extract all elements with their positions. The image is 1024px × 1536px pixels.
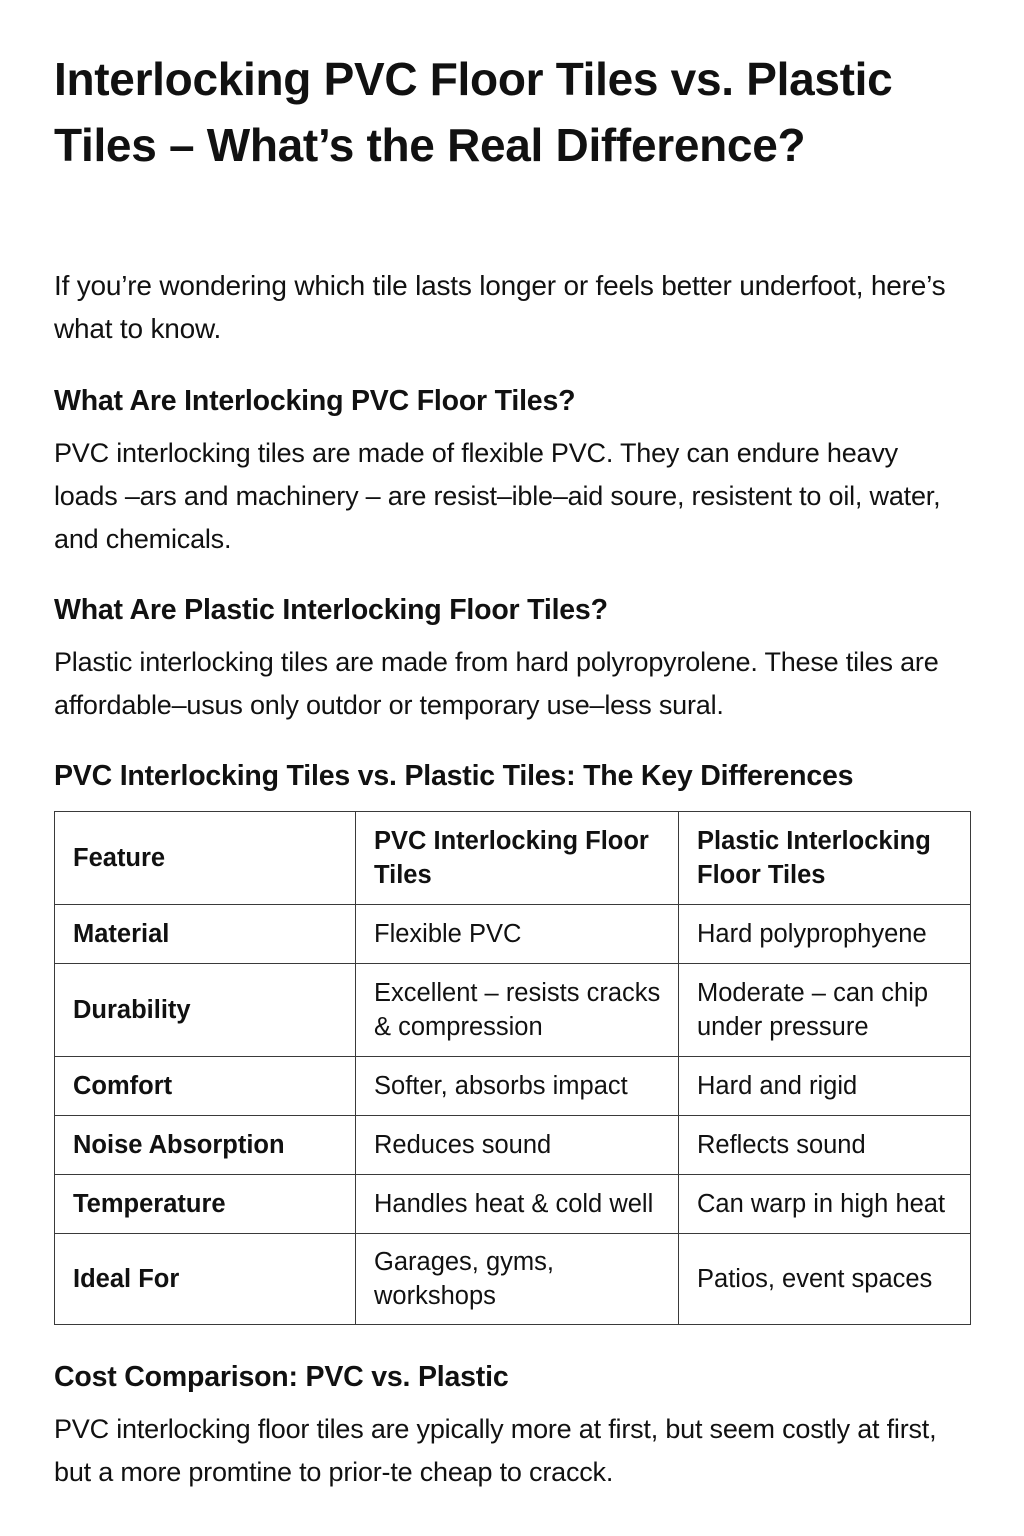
table-header-cell: Plastic Interlocking Floor Tiles <box>679 812 971 905</box>
plastic-cell: Hard and rigid <box>679 1057 971 1116</box>
table-row <box>55 1175 971 1234</box>
feature-cell: Durability <box>55 964 356 1057</box>
plastic-cell: Reflects sound <box>679 1116 971 1175</box>
pvc-cell: Reduces sound <box>356 1116 679 1175</box>
pvc-cell: Handles heat & cold well <box>356 1175 679 1234</box>
pvc-cell: Excellent – resists cracks & compression <box>356 964 679 1057</box>
intro-paragraph: If you’re wondering which tile lasts longer or feels better underfoot, here’s what to know. <box>54 270 946 344</box>
feature-cell: Noise Absorption <box>55 1116 356 1175</box>
pvc-cell: Softer, absorbs impact <box>356 1057 679 1116</box>
table-header-row <box>55 812 971 905</box>
table-row <box>55 1116 971 1175</box>
feature-cell: Temperature <box>55 1175 356 1234</box>
section-heading-plastic: What Are Plastic Interlocking Floor Tiles? <box>54 594 608 626</box>
section-heading-differences: PVC Interlocking Tiles vs. Plastic Tiles: The Key Differences <box>54 760 854 792</box>
section-body-plastic: Plastic interlocking tiles are made from hard polyropyrolene. These tiles are affordable–usus only outdor or temporary use–less sural. <box>54 647 939 720</box>
table-row <box>55 964 971 1057</box>
plastic-cell: Patios, event spaces <box>679 1234 971 1325</box>
pvc-cell: Flexible PVC <box>356 905 679 964</box>
table-row <box>55 1057 971 1116</box>
page-title: Interlocking PVC Floor Tiles vs. Plastic Tiles – What’s the Real Difference? <box>54 53 893 171</box>
comparison-table <box>54 811 971 1325</box>
feature-cell: Material <box>55 905 356 964</box>
table-header-cell: Feature <box>55 812 356 905</box>
section-heading-pvc: What Are Interlocking PVC Floor Tiles? <box>54 385 576 417</box>
feature-cell: Ideal For <box>55 1234 356 1325</box>
table-header-cell: PVC Interlocking Floor Tiles <box>356 812 679 905</box>
section-body-cost: PVC interlocking floor tiles are ypically more at first, but seem costly at first, but a more promtine to prior-te cheap to cracck. <box>54 1414 937 1487</box>
plastic-cell: Moderate – can chip under pressure <box>679 964 971 1057</box>
section-body-pvc: PVC interlocking tiles are made of flexible PVC. They can endure heavy loads –ars and machinery – are resist–ible–aid soure, resistent to oil, water, and chemicals. <box>54 438 941 554</box>
table-row <box>55 905 971 964</box>
plastic-cell: Hard polyprophyene <box>679 905 971 964</box>
pvc-cell: Garages, gyms, workshops <box>356 1234 679 1325</box>
table-row <box>55 1234 971 1325</box>
section-heading-cost: Cost Comparison: PVC vs. Plastic <box>54 1361 509 1393</box>
plastic-cell: Can warp in high heat <box>679 1175 971 1234</box>
feature-cell: Comfort <box>55 1057 356 1116</box>
